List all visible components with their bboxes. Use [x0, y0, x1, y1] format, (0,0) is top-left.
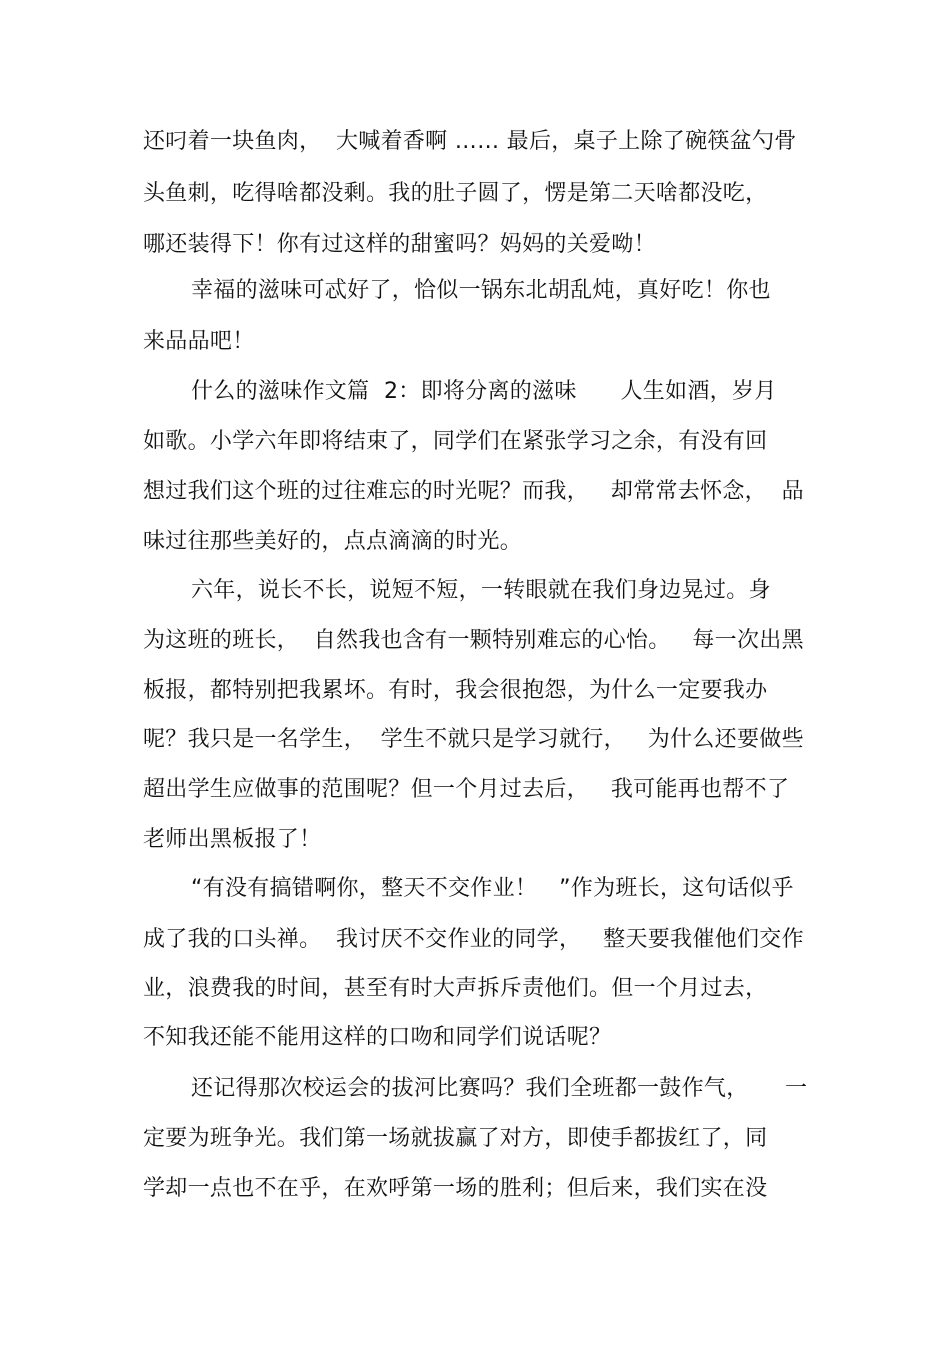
text-line: 如歌。小学六年即将结束了，同学们在紧张学习之余，有没有回	[143, 429, 768, 454]
text-line: 成了我的口头禅。 我讨厌不交作业的同学， 整天要我催他们交作	[143, 927, 804, 952]
text-line: 六年，说长不长，说短不短，一转眼就在我们身边晃过。身	[191, 578, 771, 603]
text-line: 超出学生应做事的范围呢？但一个月过去后， 我可能再也帮不了	[143, 777, 790, 802]
text-line: 头鱼刺，吃得啥都没剩。我的肚子圆了，愣是第二天啥都没吃，	[143, 181, 768, 206]
text-line: 还叼着一块鱼肉， 大喊着香啊 …… 最后，桌子上除了碗筷盆勺骨	[143, 129, 797, 154]
text-line: 幸福的滋味可忒好了，恰似一锅东北胡乱炖，真好吃！你也	[191, 278, 771, 303]
text-line: “有没有搞错啊你，整天不交作业！ ”作为班长，这句话似乎	[191, 876, 794, 901]
text-line: 还记得那次校运会的拔河比赛吗？我们全班都一鼓作气， 一	[191, 1076, 808, 1101]
text-line: 业，浪费我的时间，甚至有时大声拆斥责他们。但一个月过去，	[143, 976, 768, 1001]
text-line: 定要为班争光。我们第一场就拔赢了对方，即使手都拔红了，同	[143, 1126, 768, 1151]
text-line: 什么的滋味作文篇 2：即将分离的滋味 人生如酒，岁月	[191, 379, 777, 404]
text-line: 不知我还能不能用这样的口吻和同学们说话呢？	[143, 1025, 612, 1050]
text-line: 老师出黑板报了！	[143, 827, 322, 852]
text-line: 呢？我只是一名学生， 学生不就只是学习就行， 为什么还要做些	[143, 727, 804, 752]
text-line: 想过我们这个班的过往难忘的时光呢？而我， 却常常去怀念， 品	[143, 479, 804, 504]
text-line: 学却一点也不在乎，在欢呼第一场的胜利；但后来，我们实在没	[143, 1176, 768, 1201]
text-line: 味过往那些美好的，点点滴滴的时光。	[143, 529, 523, 554]
text-line: 哪还装得下！你有过这样的甜蜜吗？妈妈的关爱呦！	[143, 232, 656, 257]
text-line: 板报，都特别把我累坏。有时，我会很抱怨，为什么一定要我办	[143, 678, 768, 703]
text-line: 为这班的班长， 自然我也含有一颗特别难忘的心怡。 每一次出黑	[143, 628, 804, 653]
text-line: 来品品吧！	[143, 329, 255, 354]
